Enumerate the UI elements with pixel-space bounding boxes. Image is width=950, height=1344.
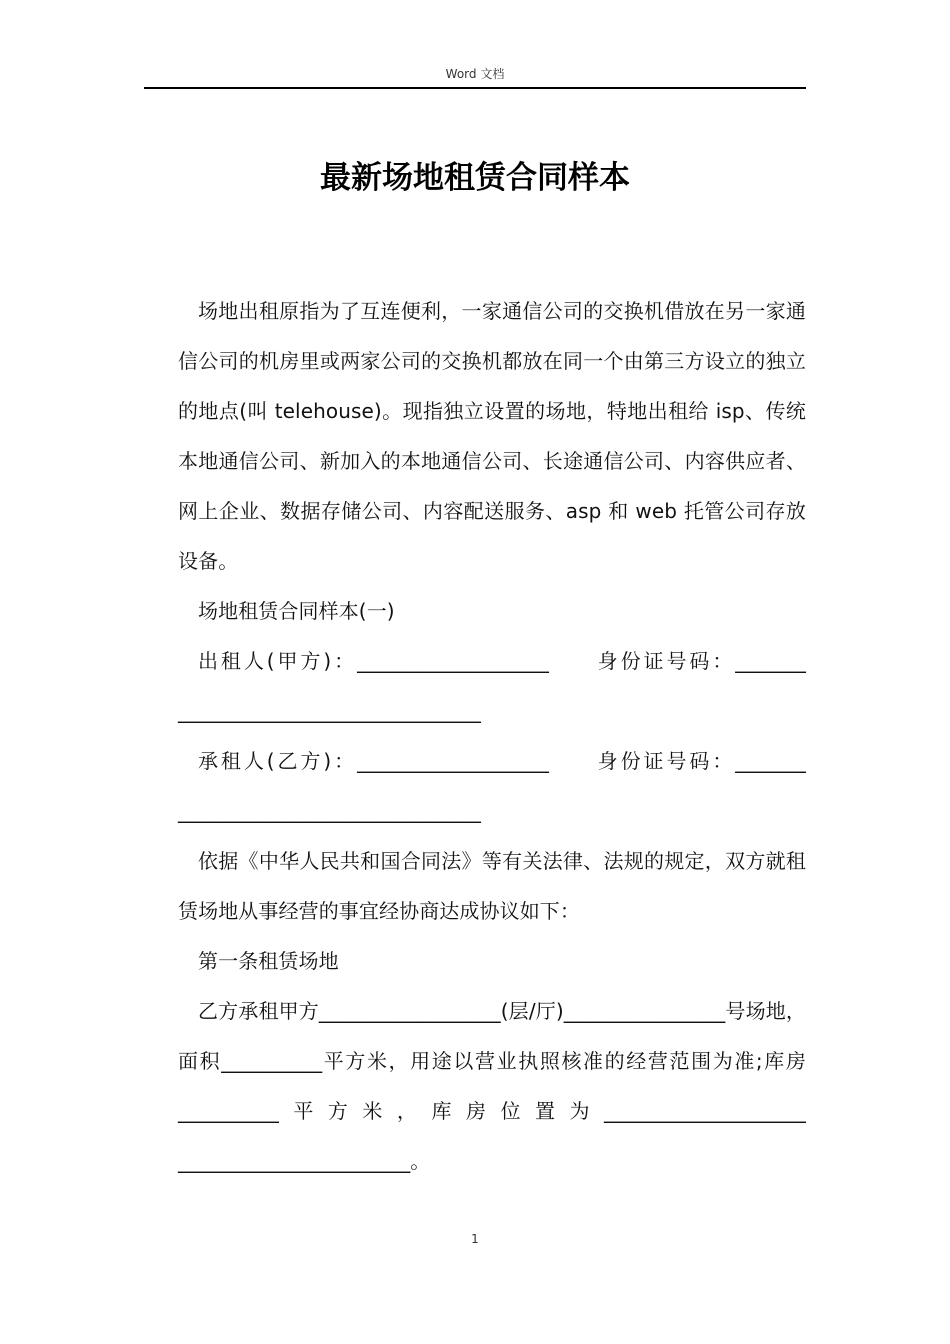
lessor-party-line: 出租人(甲方)：___________________ 身份证号码：_______ ______________________________ [178,649,806,723]
intro-paragraph: 场地出租原指为了互连便利，一家通信公司的交换机借放在另一家通信公司的机房里或两家公司的交换机都放在同一个由第三方设立的独立的地点(叫 telehouse)。现指独立设置的场地，特地出租给 isp、传统本地通信公司、新加入的本地通信公司、长途通信公司、内容供应者、网上企业、数据存储公司、内容配送服务、asp 和 web 托管公司存放设备。 [178,299,806,573]
document-title: 最新场地租赁合同样本 [320,160,630,196]
header-divider [144,87,806,89]
contract-sample-heading: 场地租赁合同样本(一) [198,599,395,623]
page-number: 1 [471,1232,479,1246]
article-one-paragraph: 乙方承租甲方__________________(层/厅)________________号场地，面积__________平方米，用途以营业执照核准的经营范围为准;库房__________平方米，库房位置为____________________ _______________________。 [178,999,806,1173]
page-header: Word 文档 [445,67,505,81]
article-one-heading: 第一条租赁场地 [198,949,339,973]
document-body [178,286,806,1186]
legal-basis-paragraph: 依据《中华人民共和国合同法》等有关法律、法规的规定，双方就租赁场地从事经营的事宜经协商达成协议如下： [178,849,806,923]
lessee-party-line: 承租人(乙方)：___________________ 身份证号码：_______ ______________________________ [178,749,806,823]
